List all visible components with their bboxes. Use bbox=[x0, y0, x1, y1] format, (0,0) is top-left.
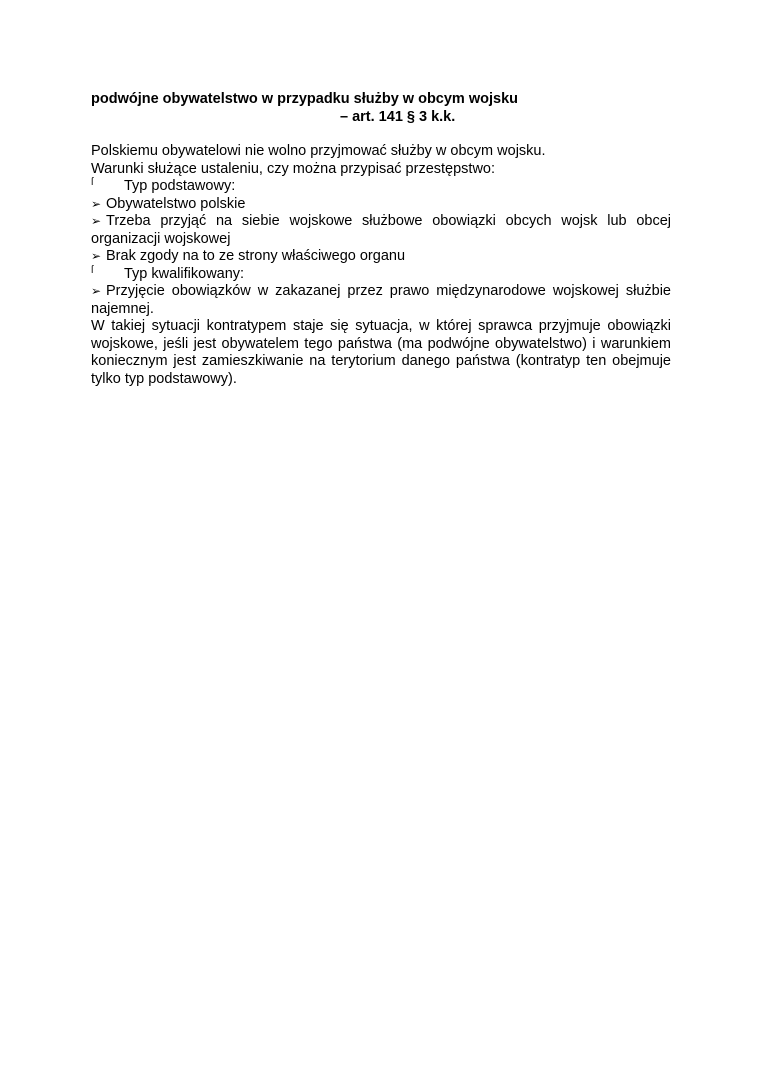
section-heading-basic-label: Typ podstawowy: bbox=[124, 178, 236, 194]
list-item-text: Obywatelstwo polskie bbox=[106, 195, 246, 212]
list-item-text: Przyjęcie obowiązków w zakazanej przez prawo międzynarodowe wojskowej służbie najemnej. bbox=[91, 283, 671, 317]
missing-glyph-marker: ſ bbox=[91, 176, 94, 188]
list-item-text: Brak zgody na to ze strony właściwego organu bbox=[106, 248, 406, 264]
spacer bbox=[91, 126, 671, 143]
section-heading-qualified-label: Typ kwalifikowany: bbox=[124, 265, 245, 282]
section-heading-basic bbox=[91, 178, 671, 196]
document-title-line-2: – art. 141 § 3 k.k. bbox=[340, 108, 456, 125]
list-item-text: Trzeba przyjąć na siebie wojskowe służbowe obowiązki obcych wojsk lub obcej organizacji wojskowej bbox=[91, 213, 671, 247]
intro-paragraph-1: Polskiemu obywatelowi nie wolno przyjmować służby w obcym wojsku. bbox=[91, 143, 546, 159]
list-item bbox=[91, 248, 671, 266]
missing-glyph-marker: ſ bbox=[91, 263, 94, 276]
arrow-bullet-icon: ➢ bbox=[91, 249, 102, 263]
closing-paragraph: W takiej sytuacji kontratypem staje się sytuacja, w której sprawca przyjmuje obowiązki wojskowe, jeśli jest obywatelem tego państwa (ma podwójne obywatelstwo) i warunkiem koniecznym jest zamieszkiwanie na terytorium danego państwa (kontratyp ten obejmuje tylko typ podstawowy). bbox=[91, 318, 671, 387]
document-body bbox=[91, 91, 671, 388]
section-heading-qualified bbox=[91, 263, 671, 284]
list-item bbox=[91, 283, 671, 318]
list-item bbox=[91, 196, 671, 214]
intro-paragraph-2: Warunki służące ustaleniu, czy można przypisać przestępstwo: bbox=[91, 160, 496, 177]
list-item bbox=[91, 213, 671, 248]
arrow-bullet-icon: ➢ bbox=[91, 214, 102, 228]
arrow-bullet-icon: ➢ bbox=[91, 196, 102, 211]
document-title-line-1: podwójne obywatelstwo w przypadku służby w obcym wojsku bbox=[91, 91, 519, 107]
arrow-bullet-icon: ➢ bbox=[91, 284, 102, 298]
